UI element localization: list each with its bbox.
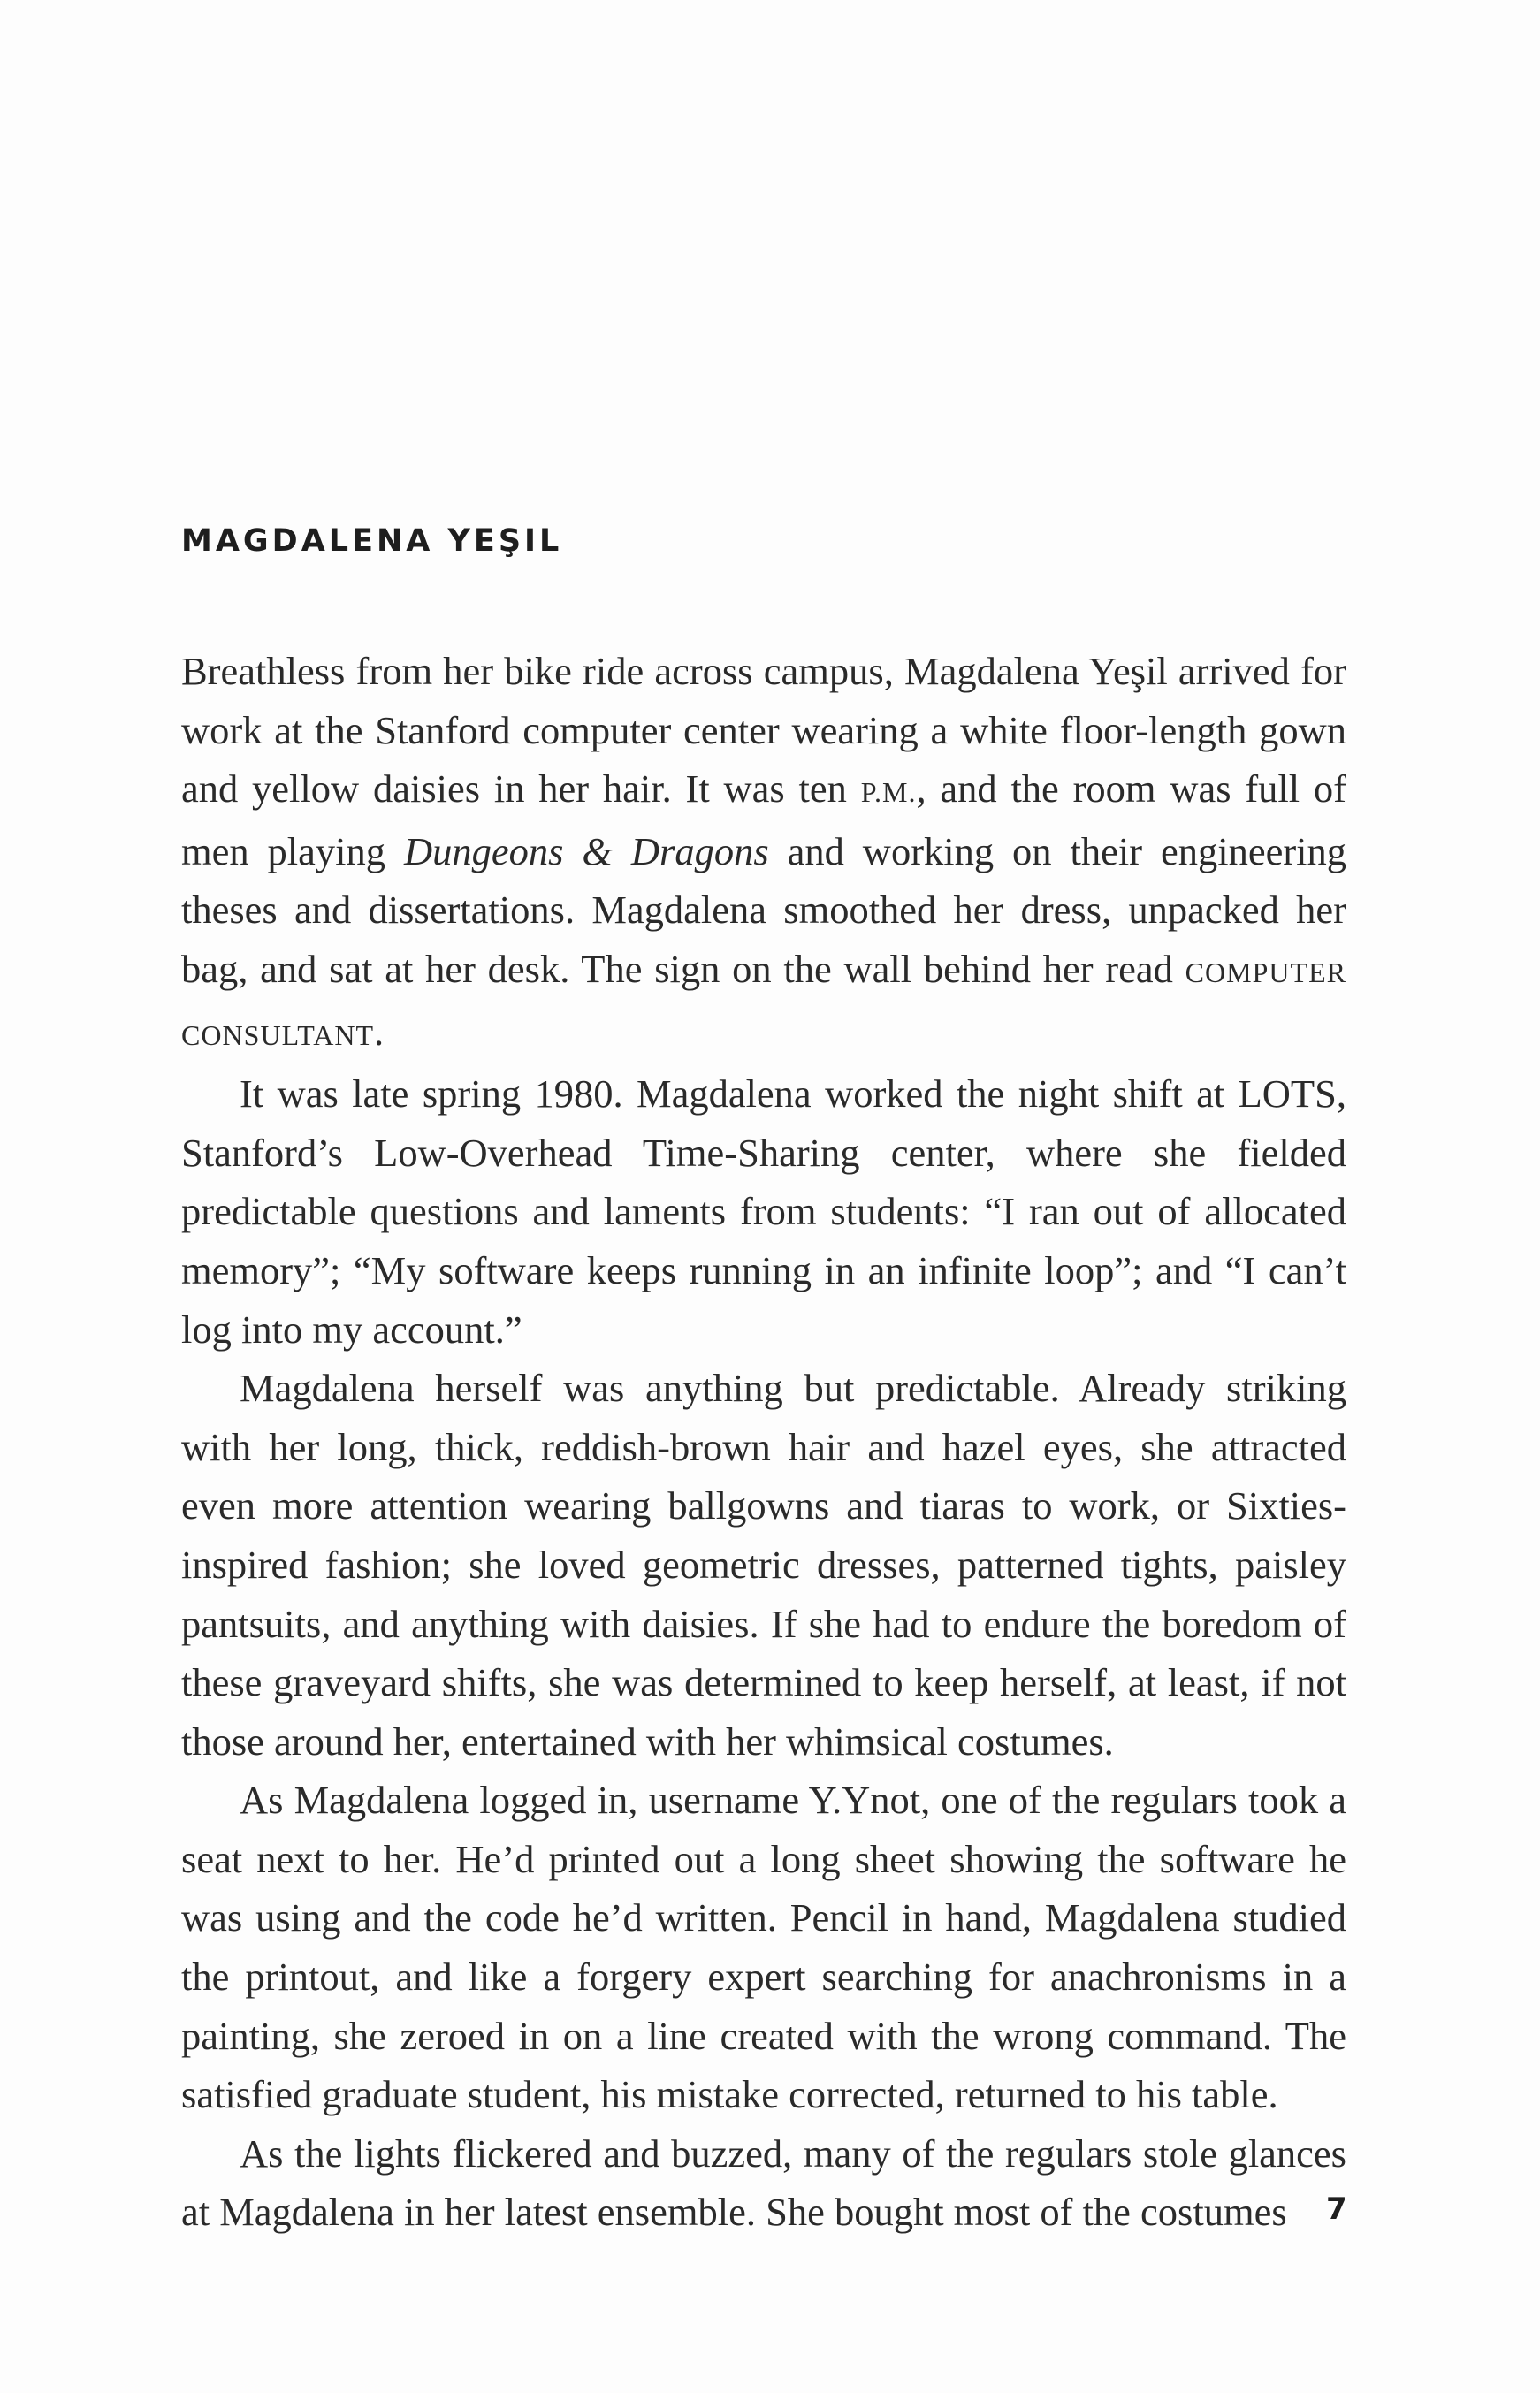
paragraph-2: It was late spring 1980. Magdalena worked the night shift at LOTS, Stanford’s Low-Overhead Time-Sharing center, where she fielded predictable questions and laments from students: “I ran out of allocated memory”; “My software keeps running in an infinite loop”; and “I can’t log into my account.” <box>181 1071 1346 1352</box>
body-text <box>181 642 1346 2242</box>
paragraph-3: Magdalena herself was anything but predictable. Already striking with her long, thick, reddish-brown hair and hazel eyes, she attracted even more attention wearing ballgowns and tiaras to work, or Sixties-inspired fashion; she loved geometric dresses, patterned tights, paisley pantsuits, and anything with daisies. If she had to endure the boredom of these graveyard shifts, she was determined to keep herself, at least, if not those around her, entertained with her whimsical costumes. <box>181 1366 1346 1764</box>
paragraph-1-text-c: and working on their engineering theses and dissertations. Magdalena smoothed her dress, unpacked her bag, and sat at her desk. The sign on the wall behind her read <box>181 828 1347 991</box>
game-title: Dungeons & Dragons <box>403 828 769 873</box>
chapter-heading: MAGDALENA YEŞIL <box>181 523 563 559</box>
paragraph-4: As Magdalena logged in, username Y.Ynot, one of the regulars took a seat next to her. He’d printed out a long sheet showing the software he was using and the code he’d written. Pencil in hand, Magdalena studied the printout, and like a forgery expert searching for anachronisms in a painting, she zeroed in on a line created with the wrong command. The satisfied graduate student, his mistake corrected, returned to his table. <box>181 1778 1346 2117</box>
paragraph-1-text-d: . <box>374 1009 385 1054</box>
sign-small-caps: COMPUTER CONSULTANT <box>181 956 1346 1051</box>
paragraph-1 <box>181 642 1346 1064</box>
time-small-caps: P.M. <box>860 776 917 809</box>
paragraph-1-text-a: Breathless from her bike ride across campus, Magdalena Yeşil arrived for work at the Stanford computer center wearing a white floor-length gown and yellow daisies in her hair. It was ten <box>181 649 1346 812</box>
paragraph-5: As the lights flickered and buzzed, many of the regulars stole glances at Magdalena in her latest ensemble. She bought most of the costumes <box>181 2130 1346 2235</box>
page-number: 7 <box>1326 2191 1347 2227</box>
paragraph-1-text-b: , and the room was full of men playing <box>181 766 1346 873</box>
